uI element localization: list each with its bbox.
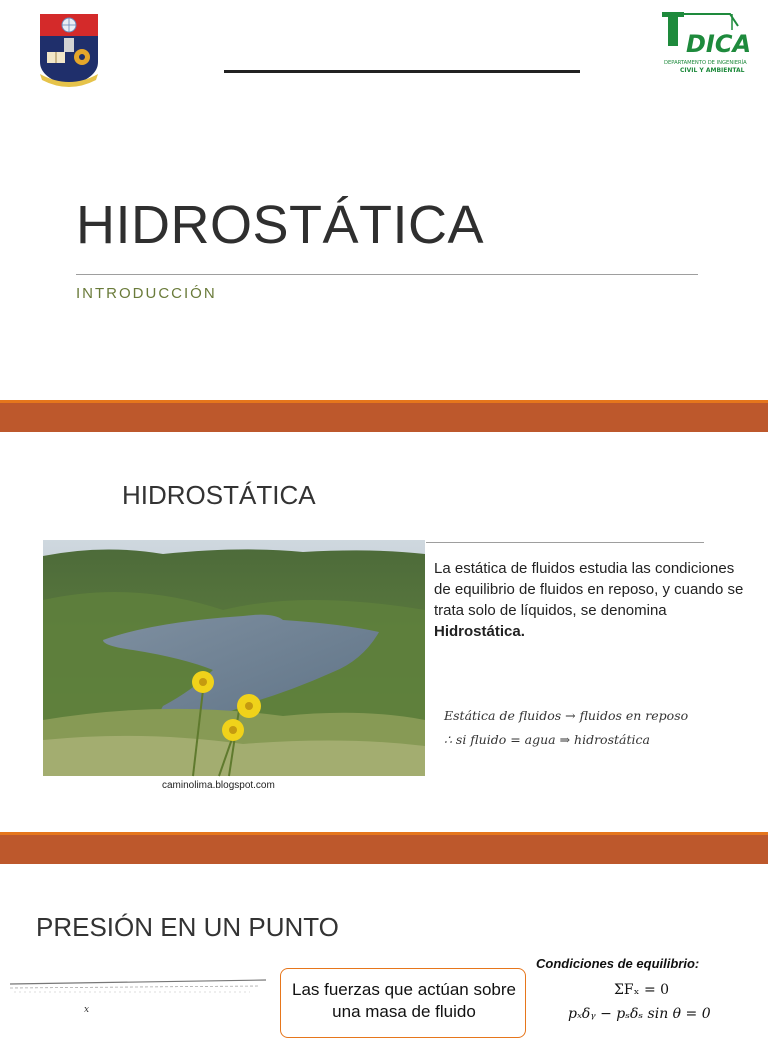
title-divider <box>426 542 704 543</box>
slide-title: HIDROSTÁTICA <box>122 480 316 510</box>
content-slide-hidrostatica <box>0 432 768 832</box>
condition-equation: pₓδᵧ − pₛδₛ sin θ = 0 <box>568 1006 711 1022</box>
dica-logo <box>660 10 752 78</box>
content-slide-presion <box>0 864 768 1024</box>
slide-subtitle: INTRODUCCIÓN <box>76 285 217 302</box>
definition-paragraph <box>434 558 744 642</box>
svg-text:CIVIL Y AMBIENTAL: CIVIL Y AMBIENTAL <box>680 67 745 74</box>
svg-text:DEPARTAMENTO DE INGENIERÍA: DEPARTAMENTO DE INGENIERÍA <box>664 60 747 66</box>
svg-text:DICA: DICA <box>686 30 752 58</box>
slide-title: PRESIÓN EN UN PUNTO <box>36 912 339 942</box>
slide-separator <box>0 400 768 432</box>
svg-text:x: x <box>84 1005 90 1015</box>
condition-equation: ΣFₓ = 0 <box>614 982 670 998</box>
slide-title: HIDROSTÁTICA <box>76 195 485 255</box>
equation-line: ∴ si fluido = agua ⇒ hidrostática <box>444 732 650 747</box>
header-divider <box>224 70 580 73</box>
dica-logo-icon <box>660 10 752 78</box>
forces-callout-box <box>280 968 526 1038</box>
title-slide <box>0 0 768 400</box>
fluid-element-diagram <box>10 976 268 1016</box>
callout-text: Las fuerzas que actúan sobre una masa de fluido <box>292 980 516 1021</box>
photo-caption: caminolima.blogspot.com <box>162 780 275 791</box>
paragraph-bold-term: Hidrostática. <box>434 623 525 640</box>
equation-line: Estática de fluidos → fluidos en reposo <box>444 708 689 723</box>
conditions-heading: Condiciones de equilibrio: <box>536 956 700 971</box>
lake-landscape-photo <box>43 540 425 776</box>
university-crest-icon <box>36 12 102 92</box>
slide-separator <box>0 832 768 864</box>
paragraph-text: La estática de fluidos estudia las condiciones de equilibrio de fluidos en reposo, y cuando se trata solo de líquidos, se denomina <box>434 560 744 619</box>
title-divider <box>76 274 698 275</box>
